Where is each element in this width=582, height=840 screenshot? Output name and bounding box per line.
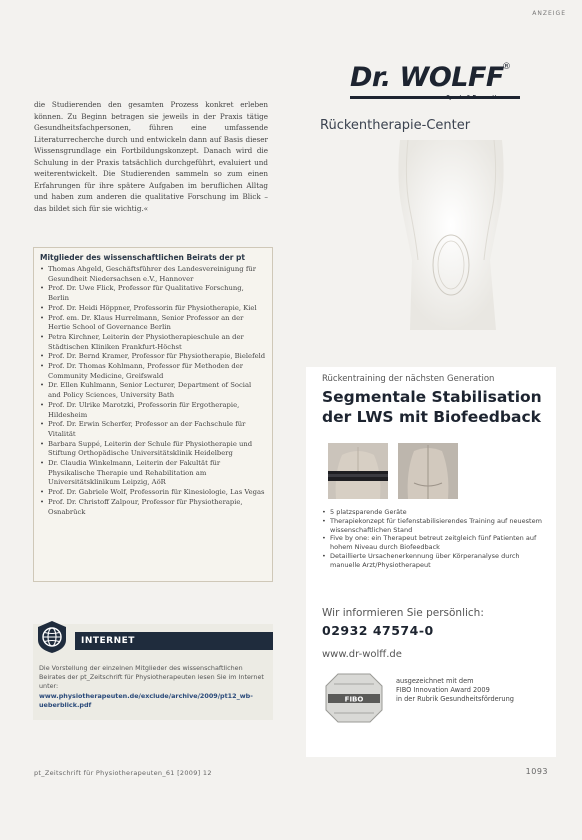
ad-headline: [322, 387, 552, 427]
board-member: • Prof. Dr. Gabriele Wolf, Professorin für Kinesiologie, Las Vegas: [40, 488, 266, 498]
ad-kicker: Rückentraining der nächsten Generation: [322, 374, 495, 384]
back-silhouette-figure: [338, 140, 558, 330]
advisory-board-list: [40, 265, 266, 517]
board-member: • Prof. Dr. Ulrike Marotzki, Professorin für Ergotherapie, Hildesheim: [40, 401, 266, 420]
board-member: • Prof. Dr. Erwin Scherfer, Professor an der Fachschule für Vitalität: [40, 420, 266, 439]
internet-link[interactable]: www.physiotherapeuten.de/exclude/archive/2009/pt12_wb-ueberblick.pdf: [39, 692, 253, 709]
back-photo: [328, 443, 388, 499]
page-number: 1093: [525, 767, 548, 776]
back-photo: [398, 443, 458, 499]
contact-website[interactable]: www.dr-wolff.de: [322, 649, 402, 660]
board-member: • Prof. Dr. Christoff Zalpour, Professor für Physiotherapie, Osnabrück: [40, 498, 266, 517]
award-text: [396, 677, 546, 703]
ad-feature-item: • Detaillierte Ursachenerkennung über Körperanalyse durch manuelle Arzt/Physiotherapeut: [322, 552, 547, 570]
award-badge-label: FIBO: [344, 695, 364, 704]
logo-text: Dr. WOLFF: [350, 62, 504, 93]
internet-info-box: [33, 624, 273, 720]
award-badge-icon: [324, 672, 384, 724]
board-member: • Prof. Dr. Bernd Kramer, Professor für Physiotherapie, Bielefeld: [40, 352, 266, 362]
contact-phone[interactable]: 02932 47574-0: [322, 623, 434, 638]
board-member: • Prof. Dr. Thomas Kohlmann, Professor für Methoden der Community Medicine, Greifswald: [40, 362, 266, 381]
internet-text: Die Vorstellung der einzelnen Mitglieder des wissenschaftlichen Beirates der pt_Zeitschrift für Physiotherapeuten lesen Sie im Internet unter:: [39, 664, 264, 690]
board-member: • Thomas Ahgeld, Geschäftsführer des Landesvereinigung für Gesundheit Niedersachsen e.V., Hannover: [40, 265, 266, 284]
ad-feature-item: • Therapiekonzept für tiefenstabilisierendes Training auf neuestem wissenschaftlichen Stand: [322, 517, 547, 535]
back-photo-graphic: [328, 443, 388, 499]
award-line: ausgezeichnet mit dem: [396, 677, 474, 685]
ad-headline-line1: Segmentale Stabilisation: [322, 388, 542, 406]
ad-feature-list: [322, 508, 547, 570]
header-tag: ANZEIGE: [532, 10, 566, 17]
intro-paragraph: die Studierenden den gesamten Prozess konkret erleben können. Zu Beginn betragen sie jeweils in der Praxis tätige Gesundheitsfachpersonen, führen eine umfassende Literaturrecherche durch und entwickeln dann auf Basis dieser Wissensgrundlage ein Fortbildungskonzept. Danach wird die Schulung in der Praxis tatsächlich durchgeführt, evaluiert und weiterentwickelt. Die Studierenden sammeln so zum einen Erfahrungen für ihre spätere Aufgaben im beruflichen Alltag und haben zum anderen die qualitative Forschung im Blick – das bildet sich für sie wichtig.«: [34, 100, 268, 213]
logo-subline: Sports & Prevention: [446, 95, 503, 101]
ad-headline-line2: der LWS mit Biofeedback: [322, 408, 541, 426]
board-member: • Barbara Suppé, Leiterin der Schule für Physiotherapie und Stiftung Orthopädische Universitätsklinik Heidelberg: [40, 440, 266, 459]
dr-wolff-logo: [350, 62, 530, 102]
journal-footer: pt_Zeitschrift für Physiotherapeuten_61 [2009] 12: [34, 769, 212, 777]
contact-heading: Wir informieren Sie persönlich:: [322, 607, 484, 619]
advisory-board-box: [33, 247, 273, 582]
ad-feature-item: • 5 platzsparende Geräte: [322, 508, 547, 517]
board-member: • Dr. Ellen Kuhlmann, Senior Lecturer, Department of Social and Policy Sciences, University Bath: [40, 381, 266, 400]
registered-mark: ®: [502, 62, 511, 72]
internet-globe-icon: [35, 620, 69, 654]
ad-feature-item: • Five by one: ein Therapeut betreut zeitgleich fünf Patienten auf hohem Niveau durch Biofeedback: [322, 534, 547, 552]
advisory-board-title: Mitglieder des wissenschaftlichen Beirats der pt: [40, 253, 246, 262]
award-line: in der Rubrik Gesundheitsförderung: [396, 694, 514, 703]
board-member: • Dr. Claudia Winkelmann, Leiterin der Fakultät für Physikalische Therapie und Rehabilitation am Universitätsklinikum Leipzig, AöR: [40, 459, 266, 488]
award-line: FIBO Innovation Award 2009: [396, 685, 490, 694]
back-photo-graphic: [398, 443, 458, 499]
board-member: • Prof. Dr. Heidi Höppner, Professorin für Physiotherapie, Kiel: [40, 304, 266, 314]
board-member: • Prof. Dr. Uwe Flick, Professor für Qualitative Forschung, Berlin: [40, 284, 266, 303]
board-member: • Petra Kirchner, Leiterin der Physiotherapieschule an der Städtischen Kliniken Frankfurt-Höchst: [40, 333, 266, 352]
ad-center-title: Rückentherapie-Center: [320, 118, 471, 133]
board-member: • Prof. em. Dr. Klaus Hurrelmann, Senior Professor an der Hertie School of Governance Berlin: [40, 314, 266, 333]
internet-label: INTERNET: [81, 636, 135, 646]
internet-label-bar: [75, 632, 273, 650]
ad-product-panel: [306, 367, 556, 757]
